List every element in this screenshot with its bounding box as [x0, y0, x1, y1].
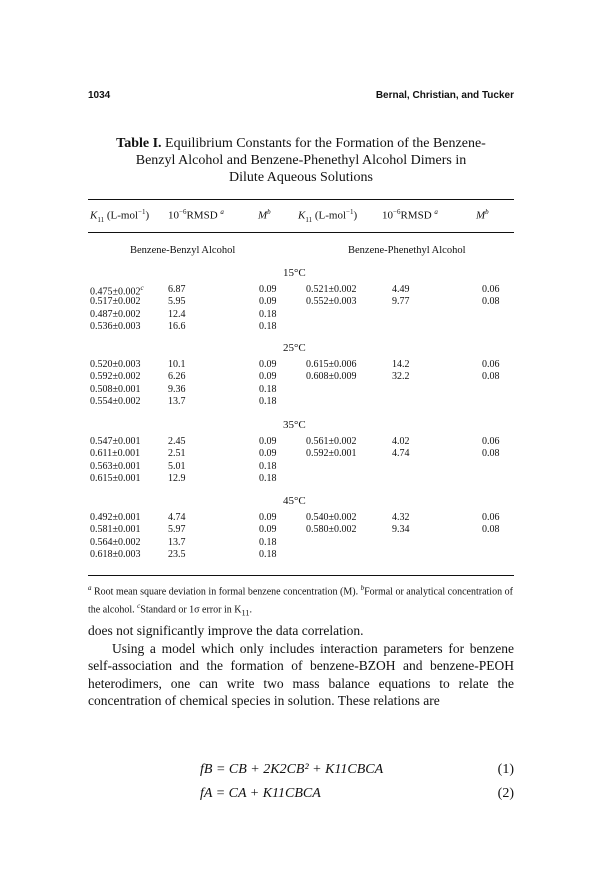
k-value-left: 0.492±0.001 [90, 512, 141, 523]
caption-line-2: Benzyl Alcohol and Benzene-Phenethyl Alcohol Dimers in [135, 153, 467, 168]
m-value-left: 0.18 [259, 549, 277, 561]
rmsd-value-left: 10.1 [168, 359, 186, 370]
m-value-right: 0.08 [482, 448, 500, 460]
k-value-left: 0.475±0.002$^c$ [90, 284, 144, 298]
header-k11-right: $K_{11}$ (L-mol$^{-1}$) [298, 208, 358, 224]
m-value-left: 0.09 [259, 371, 277, 383]
m-value-left: 0.09 [259, 512, 277, 523]
header-rmsd-right: $10^{-6}RMSD$ $^a$ [382, 208, 438, 222]
table-footnote: $^a$ Root mean square deviation in formal benzene concentration (M). $^b$Formal or analytical concentration of the alcohol. $^c$Standard or 1σ error in $K_{11}$. [88, 584, 513, 618]
equation-2-number: (2) [497, 786, 514, 801]
rmsd-value-right: 14.2 [392, 359, 410, 370]
page-number: 1034 [88, 90, 111, 101]
m-value-left: 0.09 [259, 524, 277, 536]
caption-line-1: Equilibrium Constants for the Formation of the Benzene- [165, 136, 486, 151]
rmsd-value-left: 12.4 [168, 308, 186, 320]
rmsd-value-right: 32.2 [392, 371, 410, 383]
m-value-left: 0.18 [259, 321, 277, 333]
paragraph-2: Using a model which only includes interaction parameters for benzene self-association and the formation of benzene-BZOH and benzene-PEOH heterodimers, one can write two mass balance equations to relate the concentration of chemical species in solution. These relations are [88, 640, 514, 708]
m-value-left: 0.09 [259, 448, 277, 460]
group-label-phenethyl: Benzene-Phenethyl Alcohol [348, 245, 466, 256]
table-label: Table I. [116, 136, 162, 151]
header-rmsd-left: $10^{-6}RMSD$ $^a$ [168, 208, 224, 222]
m-value-left: 0.18 [259, 396, 277, 408]
temperature-label: 35°C [283, 419, 306, 431]
k-value-left: 0.611±0.001 [90, 448, 141, 460]
body-text [88, 622, 514, 710]
rmsd-value-right: 4.02 [392, 436, 410, 447]
m-value-left: 0.18 [259, 308, 277, 320]
k-value-left: 0.520±0.003 [90, 359, 141, 370]
m-value-right: 0.08 [482, 524, 500, 536]
rmsd-value-left: 13.7 [168, 396, 186, 408]
temperature-label: 15°C [283, 267, 306, 279]
temperature-label: 45°C [283, 495, 306, 507]
rmsd-value-left: 4.74 [168, 512, 186, 523]
rmsd-value-left: 6.26 [168, 371, 186, 383]
rmsd-value-left: 16.6 [168, 321, 186, 333]
k-value-left: 0.517±0.002 [90, 296, 141, 308]
k-value-left: 0.487±0.002 [90, 308, 141, 320]
k-value-right: 0.580±0.002 [306, 524, 357, 536]
m-value-left: 0.09 [259, 296, 277, 308]
m-value-right: 0.06 [482, 436, 500, 447]
rmsd-value-left: 2.51 [168, 448, 186, 460]
k-value-left: 0.615±0.001 [90, 473, 141, 485]
m-value-left: 0.18 [259, 536, 277, 548]
m-value-right: 0.06 [482, 284, 500, 295]
equation-1: fB = CB + 2K2CB² + K11CBCA [200, 762, 384, 777]
m-value-left: 0.18 [259, 460, 277, 472]
k-value-left: 0.547±0.001 [90, 436, 141, 447]
header-m-left: $M^b$ [258, 208, 271, 222]
k-value-right: 0.521±0.002 [306, 284, 357, 295]
rmsd-value-right: 4.49 [392, 284, 410, 295]
m-value-right: 0.08 [482, 296, 500, 308]
rmsd-value-left: 5.95 [168, 296, 186, 308]
group-label-benzyl: Benzene-Benzyl Alcohol [130, 245, 236, 256]
k-value-left: 0.564±0.002 [90, 536, 141, 548]
m-value-right: 0.06 [482, 359, 500, 370]
temperature-label: 25°C [283, 342, 306, 354]
rmsd-value-left: 9.36 [168, 383, 186, 395]
rmsd-value-right: 9.34 [392, 524, 410, 536]
paragraph-1: does not significantly improve the data correlation. [88, 623, 364, 638]
k-value-left: 0.581±0.001 [90, 524, 141, 536]
caption-line-3: Dilute Aqueous Solutions [229, 170, 373, 185]
rmsd-value-left: 5.97 [168, 524, 186, 536]
running-head-authors: Bernal, Christian, and Tucker [375, 90, 514, 101]
rmsd-value-left: 2.45 [168, 436, 186, 447]
rmsd-value-left: 6.87 [168, 284, 186, 295]
equation-2: fA = CA + K11CBCA [200, 786, 321, 801]
m-value-right: 0.06 [482, 512, 500, 523]
m-value-right: 0.08 [482, 371, 500, 383]
m-value-left: 0.18 [259, 473, 277, 485]
k-value-right: 0.561±0.002 [306, 436, 357, 447]
equation-1-number: (1) [497, 762, 514, 777]
k-value-right: 0.592±0.001 [306, 448, 357, 460]
rmsd-value-left: 5.01 [168, 460, 186, 472]
rmsd-value-left: 13.7 [168, 536, 186, 548]
m-value-left: 0.09 [259, 359, 277, 370]
m-value-left: 0.18 [259, 383, 277, 395]
k-value-right: 0.552±0.003 [306, 296, 357, 308]
header-k11-left: $K_{11}$ (L-mol$^{-1}$) [90, 208, 150, 224]
k-value-left: 0.618±0.003 [90, 549, 141, 561]
rmsd-value-right: 4.32 [392, 512, 410, 523]
m-value-left: 0.09 [259, 284, 277, 295]
k-value-left: 0.508±0.001 [90, 383, 141, 395]
rmsd-value-right: 9.77 [392, 296, 410, 308]
table-caption [88, 135, 514, 186]
k-value-right: 0.615±0.006 [306, 359, 357, 370]
k-value-left: 0.592±0.002 [90, 371, 141, 383]
header-m-right: $M^b$ [476, 208, 489, 222]
k-value-left: 0.536±0.003 [90, 321, 141, 333]
rmsd-value-left: 12.9 [168, 473, 186, 485]
m-value-left: 0.09 [259, 436, 277, 447]
table-header-rule [88, 232, 514, 233]
k-value-left: 0.563±0.001 [90, 460, 141, 472]
table-bottom-rule [88, 575, 514, 576]
rmsd-value-right: 4.74 [392, 448, 410, 460]
table-top-rule [88, 199, 514, 200]
k-value-right: 0.540±0.002 [306, 512, 357, 523]
k-value-right: 0.608±0.009 [306, 371, 357, 383]
rmsd-value-left: 23.5 [168, 549, 186, 561]
k-value-left: 0.554±0.002 [90, 396, 141, 408]
